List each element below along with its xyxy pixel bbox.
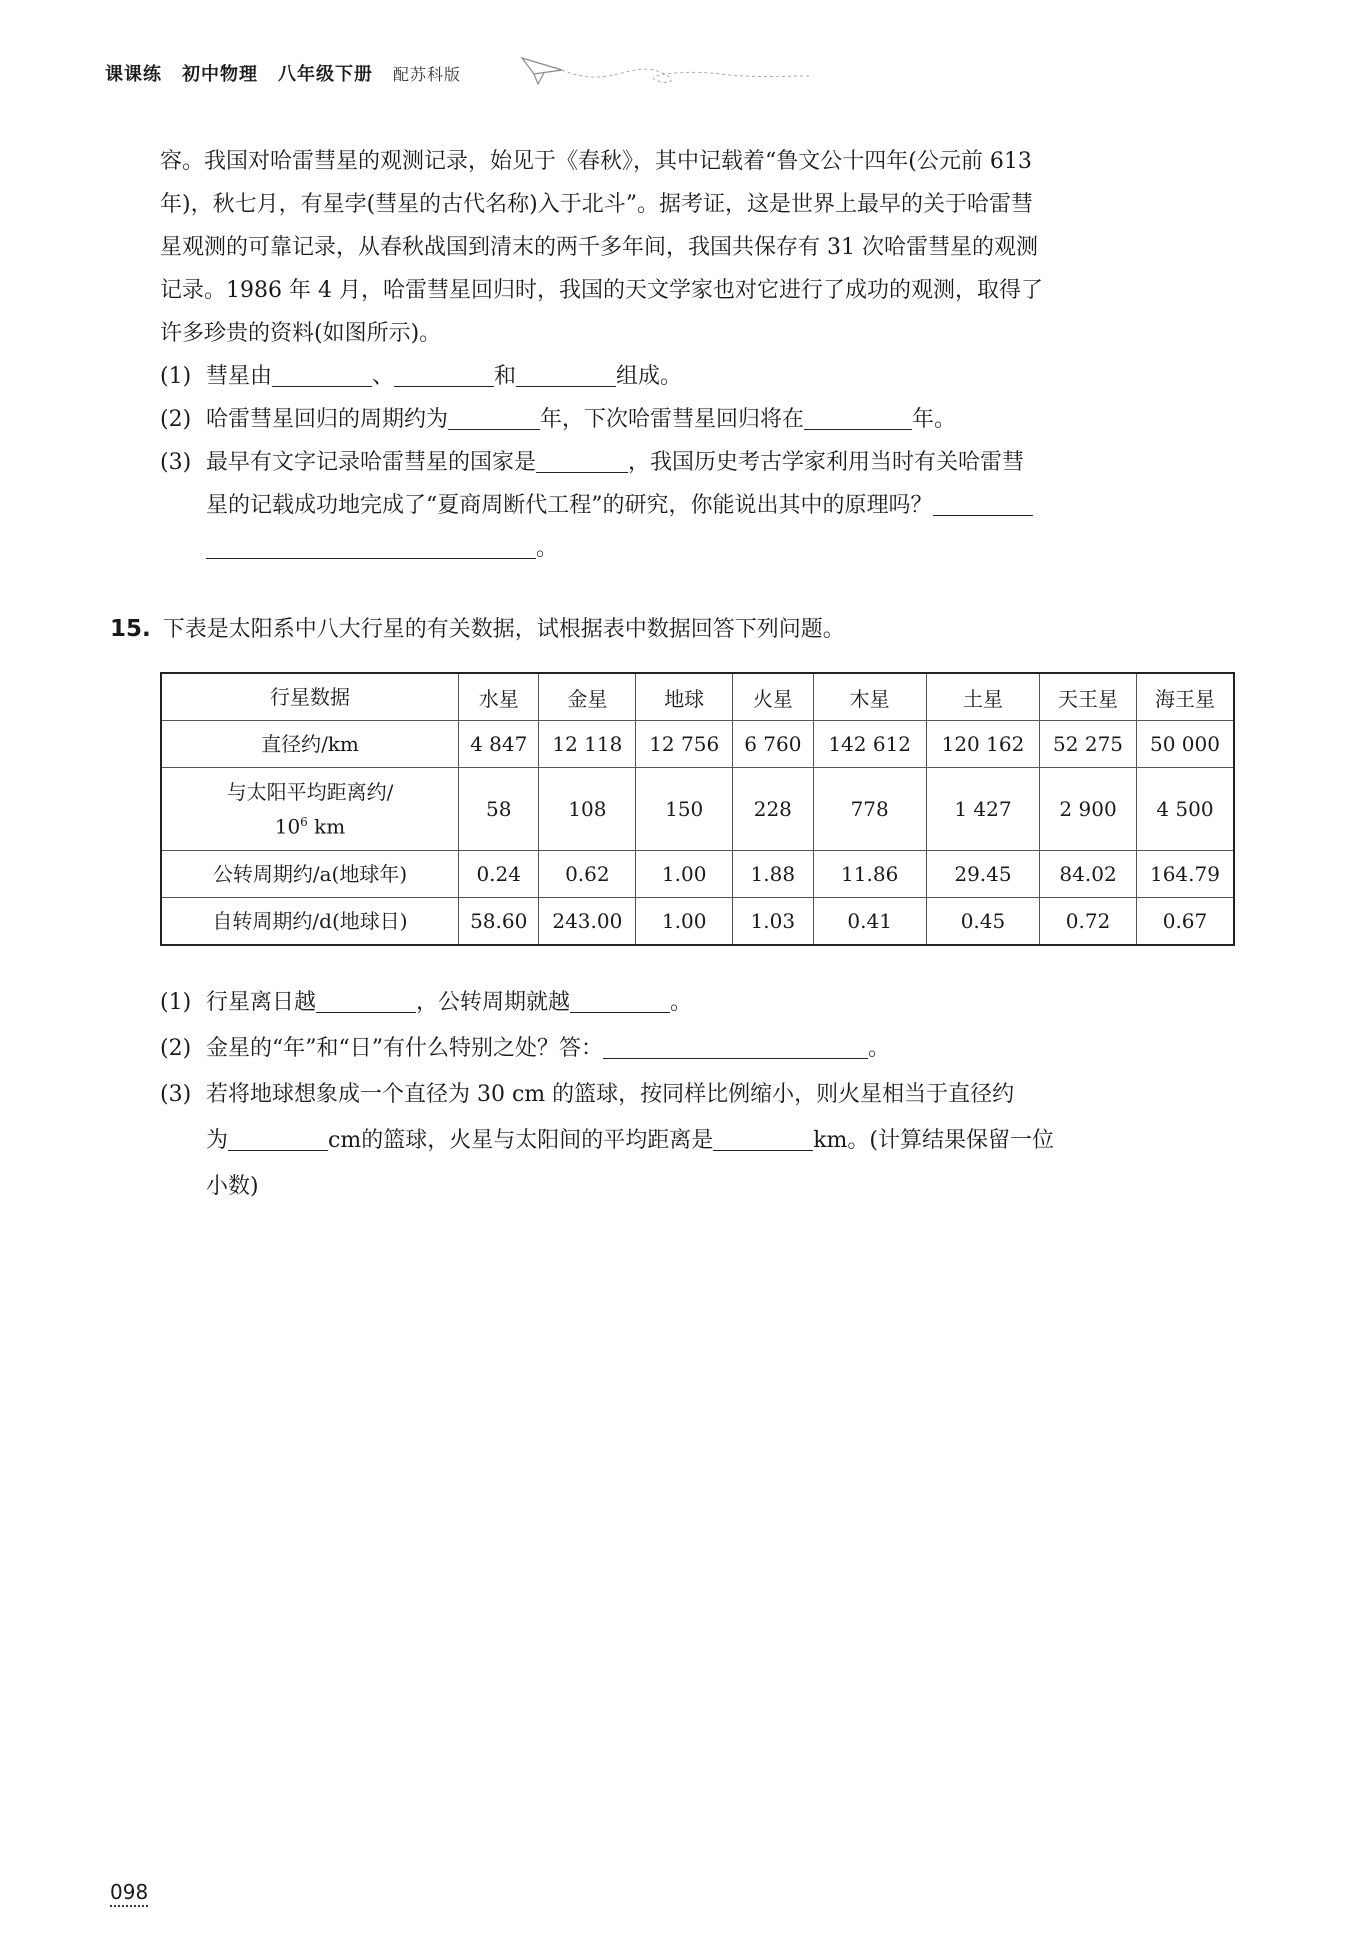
- q14-sub1: (1) 彗星由 、 和 组成。: [160, 355, 1235, 398]
- answer-blank[interactable]: [316, 986, 416, 1013]
- planet-header: 水星: [459, 673, 539, 721]
- table-cell: 108: [539, 768, 636, 851]
- q14-sub3: (3) 最早有文字记录哈雷彗星的国家是 ，我国历史考古学家利用当时有关哈雷彗: [160, 441, 1235, 484]
- table-cell: 50 000: [1136, 721, 1234, 768]
- table-cell: 2 900: [1040, 768, 1137, 851]
- table-cell: 1.00: [636, 851, 733, 898]
- table-row: [161, 768, 1234, 851]
- table-cell: 58.60: [459, 898, 539, 946]
- answer-blank[interactable]: [713, 1124, 813, 1151]
- table-cell: 6 760: [733, 721, 813, 768]
- row-label: 公转周期约/a(地球年): [161, 851, 459, 898]
- passage-line: 星观测的可靠记录，从春秋战国到清末的两千多年间，我国共保存有 31 次哈雷彗星的观测: [160, 235, 1038, 260]
- table-cell: 0.67: [1136, 898, 1234, 946]
- planet-header: 天王星: [1040, 673, 1137, 721]
- table-cell: 150: [636, 768, 733, 851]
- subject-name: 初中物理: [182, 64, 258, 85]
- answer-blank[interactable]: [516, 360, 616, 387]
- planet-header: 金星: [539, 673, 636, 721]
- table-row: [161, 721, 1234, 768]
- table-cell: 0.41: [813, 898, 926, 946]
- question-15: [110, 612, 845, 643]
- table-cell: 142 612: [813, 721, 926, 768]
- table-cell: 4 847: [459, 721, 539, 768]
- question-text: 下表是太阳系中八大行星的有关数据，试根据表中数据回答下列问题。: [162, 617, 845, 642]
- series-name: 课课练: [105, 64, 162, 85]
- answer-blank[interactable]: [536, 446, 628, 473]
- edition-name: 配苏科版: [393, 65, 462, 84]
- question-number: 15.: [110, 616, 151, 642]
- table-cell: 0.62: [539, 851, 636, 898]
- answer-blank[interactable]: [206, 532, 536, 559]
- passage-block: [160, 140, 1235, 570]
- table-row: [161, 851, 1234, 898]
- answer-blank[interactable]: [394, 360, 494, 387]
- q15-sub1: (1) 行星离日越 ，公转周期就越 。: [160, 980, 1235, 1026]
- planet-header: 海王星: [1136, 673, 1234, 721]
- table-cell: 52 275: [1040, 721, 1137, 768]
- table-cell: 1.03: [733, 898, 813, 946]
- table-cell: 4 500: [1136, 768, 1234, 851]
- row-label: 自转周期约/d(地球日): [161, 898, 459, 946]
- row-label: 直径约/km: [161, 721, 459, 768]
- table-header-row: [161, 673, 1234, 721]
- answer-blank[interactable]: [448, 403, 540, 430]
- table-cell: 1.00: [636, 898, 733, 946]
- q15-sub2: (2) 金星的“年”和“日”有什么特别之处？答： 。: [160, 1026, 1235, 1072]
- table-cell: 11.86: [813, 851, 926, 898]
- passage-line: 许多珍贵的资料(如图所示)。: [160, 321, 442, 346]
- answer-blank[interactable]: [603, 1032, 868, 1059]
- table-cell: 778: [813, 768, 926, 851]
- table-cell: 58: [459, 768, 539, 851]
- page-header: [105, 60, 461, 86]
- paper-plane-icon: [520, 50, 820, 100]
- q15-sub3-line2: 为 cm的篮球，火星与太阳间的平均距离是 km。(计算结果保留一位: [160, 1118, 1235, 1164]
- answer-blank[interactable]: [570, 986, 670, 1013]
- planet-data-table: [160, 672, 1235, 946]
- answer-blank[interactable]: [272, 360, 372, 387]
- planet-header: 火星: [733, 673, 813, 721]
- table-cell: 0.45: [926, 898, 1039, 946]
- table-corner: 行星数据: [161, 673, 459, 721]
- answer-blank[interactable]: [228, 1124, 328, 1151]
- passage-line: 容。我国对哈雷彗星的观测记录，始见于《春秋》，其中记载着“鲁文公十四年(公元前 613: [160, 149, 1032, 174]
- table-cell: 164.79: [1136, 851, 1234, 898]
- q14-sub3-line3: 。: [160, 527, 1235, 570]
- table-cell: 1 427: [926, 768, 1039, 851]
- table-cell: 120 162: [926, 721, 1039, 768]
- planet-header: 地球: [636, 673, 733, 721]
- table-cell: 12 756: [636, 721, 733, 768]
- page-number: 098: [110, 1880, 148, 1907]
- passage-line: 记录。1986 年 4 月，哈雷彗星回归时，我国的天文学家也对它进行了成功的观测，取得了: [160, 278, 1043, 303]
- table-cell: 29.45: [926, 851, 1039, 898]
- table-cell: 12 118: [539, 721, 636, 768]
- q15-subquestions: [160, 980, 1235, 1210]
- q14-sub2: (2) 哈雷彗星回归的周期约为 年，下次哈雷彗星回归将在 年。: [160, 398, 1235, 441]
- grade-name: 八年级下册: [278, 64, 373, 85]
- q15-sub3-line3: 小数): [206, 1174, 259, 1199]
- row-label: 与太阳平均距离约/ $10^6$ km: [161, 768, 459, 851]
- answer-blank[interactable]: [804, 403, 912, 430]
- planet-header: 土星: [926, 673, 1039, 721]
- table-cell: 84.02: [1040, 851, 1137, 898]
- table-cell: 243.00: [539, 898, 636, 946]
- q14-sub3-line2: 星的记载成功地完成了“夏商周断代工程”的研究，你能说出其中的原理吗？: [160, 484, 1235, 527]
- table-cell: 1.88: [733, 851, 813, 898]
- q15-sub3: (3) 若将地球想象成一个直径为 30 cm 的篮球，按同样比例缩小，则火星相当于直径约: [160, 1082, 1015, 1107]
- table-row: [161, 898, 1234, 946]
- planet-header: 木星: [813, 673, 926, 721]
- passage-line: 年)，秋七月，有星孛(彗星的古代名称)入于北斗”。据考证，这是世界上最早的关于哈雷彗: [160, 192, 1033, 217]
- answer-blank[interactable]: [933, 489, 1033, 516]
- table-cell: 0.72: [1040, 898, 1137, 946]
- table-cell: 228: [733, 768, 813, 851]
- table-cell: 0.24: [459, 851, 539, 898]
